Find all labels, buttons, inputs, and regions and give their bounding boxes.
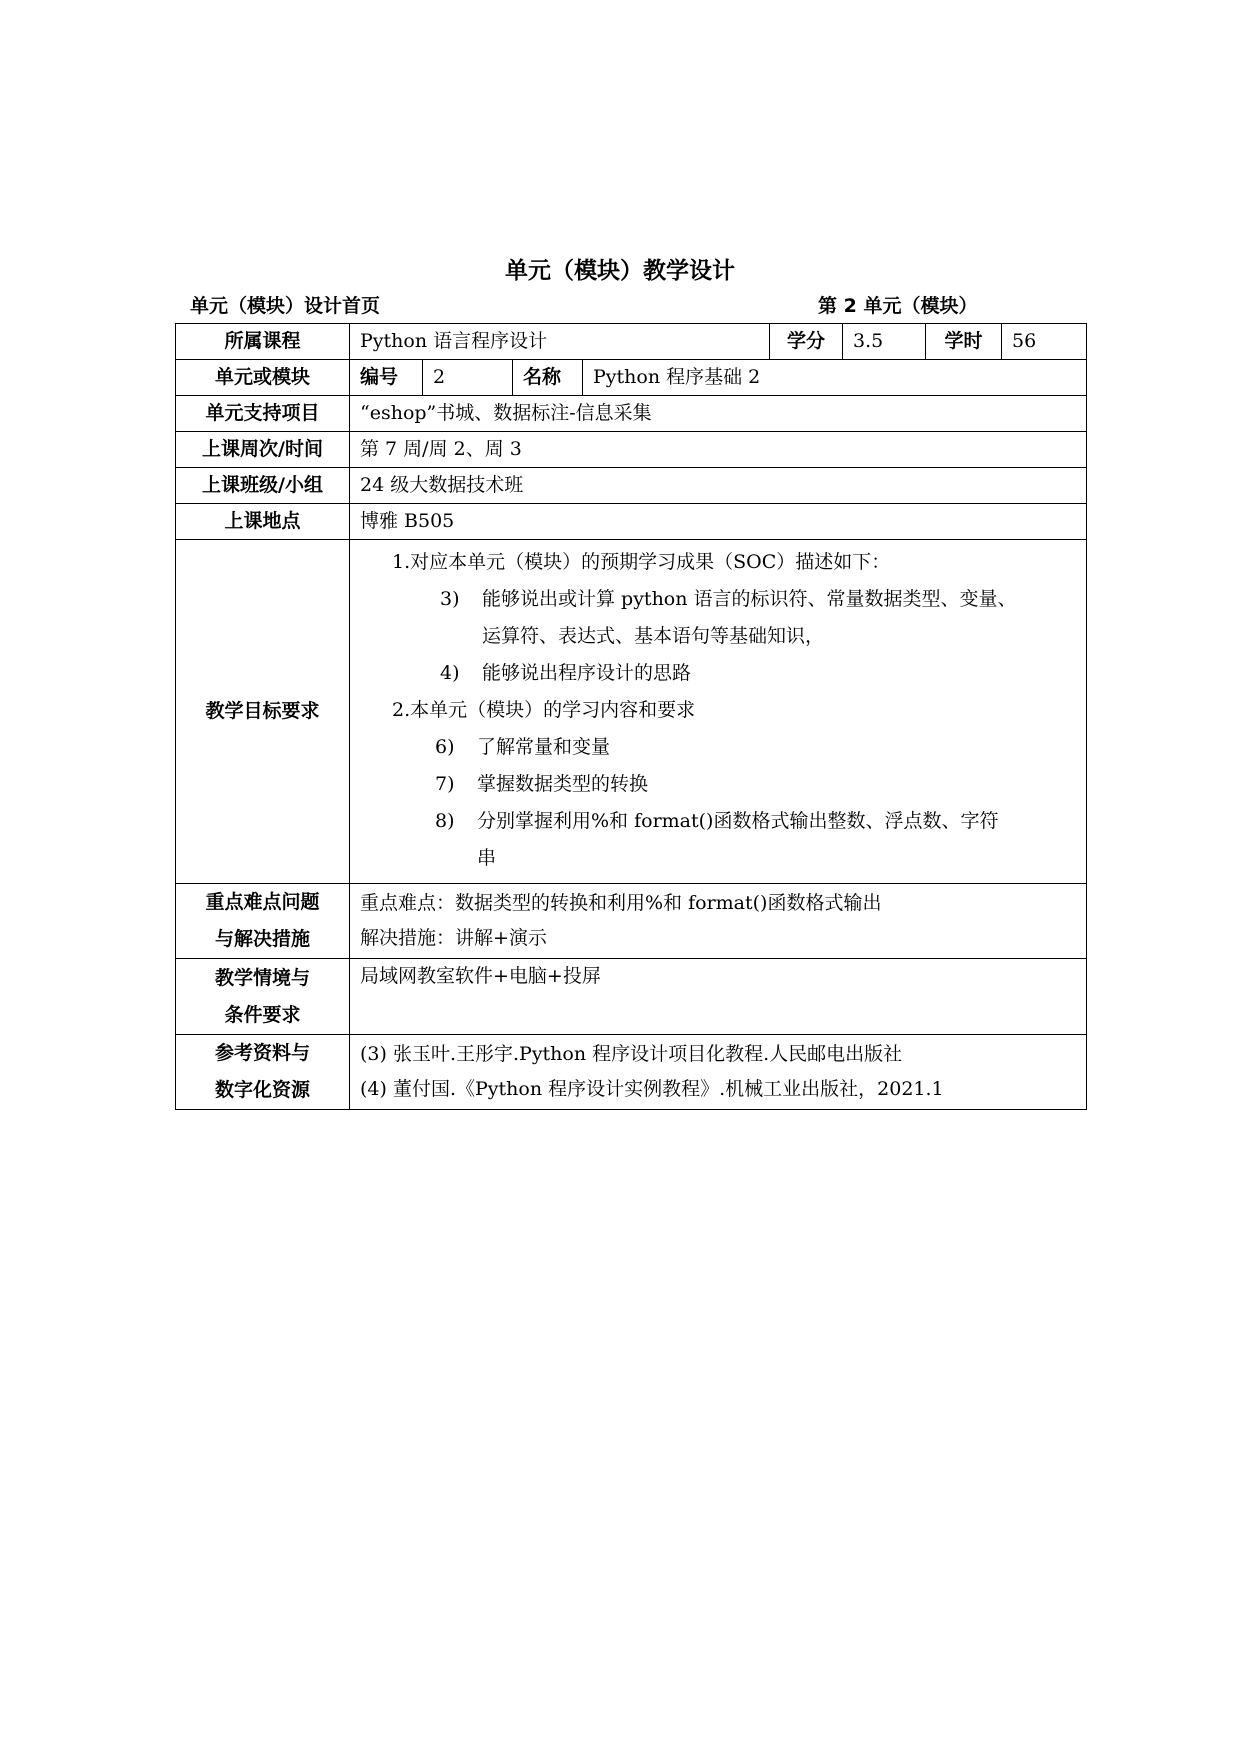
soc-item bbox=[350, 655, 1086, 692]
content-item bbox=[350, 803, 1086, 840]
content-item-number: 8) bbox=[435, 810, 455, 832]
key-points-label bbox=[176, 884, 350, 959]
content-item-continuation: 串 bbox=[477, 847, 497, 869]
reference-item: (4) 董付国.《Python 程序设计实例教程》.机械工业出版社，2021.1 bbox=[360, 1078, 944, 1100]
soc-item-text: 能够说出程序设计的思路 bbox=[482, 662, 692, 684]
unit-name-label: 名称 bbox=[513, 360, 583, 396]
header-right: 第 2 单元（模块） bbox=[818, 295, 978, 317]
credit-label: 学分 bbox=[770, 324, 843, 360]
key-points-label-line-1: 重点难点问题 bbox=[205, 891, 320, 913]
references-label-line-1: 参考资料与 bbox=[214, 1042, 310, 1064]
class-group-label: 上课班级/小组 bbox=[176, 468, 350, 504]
content-item-text: 掌握数据类型的转换 bbox=[477, 773, 649, 795]
unit-name-value: Python 程序基础 2 bbox=[583, 360, 1087, 396]
objectives-cell bbox=[350, 540, 1087, 884]
objectives-label: 教学目标要求 bbox=[176, 540, 350, 884]
key-points-label-line-2: 与解决措施 bbox=[214, 928, 310, 950]
header-left: 单元（模块）设计首页 bbox=[190, 295, 381, 317]
row-objectives bbox=[176, 540, 1087, 884]
location-value: 博雅 B505 bbox=[350, 504, 1087, 540]
soc-item-continuation: 运算符、表达式、基本语句等基础知识， bbox=[482, 625, 825, 647]
row-course bbox=[176, 324, 1087, 360]
document-title: 单元（模块）教学设计 bbox=[505, 258, 735, 284]
environment-value: 局域网教室软件+电脑+投屏 bbox=[350, 959, 1087, 1035]
design-table bbox=[175, 323, 1087, 1110]
row-location bbox=[176, 504, 1087, 540]
course-value: Python 语言程序设计 bbox=[350, 324, 770, 360]
references-label bbox=[176, 1035, 350, 1110]
content-item bbox=[350, 766, 1086, 803]
key-points-line-2: 解决措施：讲解+演示 bbox=[360, 927, 547, 949]
key-points-value bbox=[350, 884, 1087, 959]
hours-value: 56 bbox=[1002, 324, 1087, 360]
content-item-text: 分别掌握利用%和 format()函数格式输出整数、浮点数、字符 bbox=[477, 810, 999, 832]
class-group-value: 24 级大数据技术班 bbox=[350, 468, 1087, 504]
content-item-number: 6) bbox=[435, 736, 455, 758]
soc-item bbox=[350, 581, 1086, 618]
reference-item: (3) 张玉叶.王彤宇.Python 程序设计项目化教程.人民邮电出版社 bbox=[360, 1043, 903, 1065]
references-value bbox=[350, 1035, 1087, 1110]
content-item-number: 7) bbox=[435, 773, 455, 795]
environment-label bbox=[176, 959, 350, 1035]
project-label: 单元支持项目 bbox=[176, 396, 350, 432]
unit-number-label: 编号 bbox=[350, 360, 423, 396]
course-label: 所属课程 bbox=[176, 324, 350, 360]
objectives-heading-2: 2.本单元（模块）的学习内容和要求 bbox=[392, 699, 696, 721]
row-class-group bbox=[176, 468, 1087, 504]
unit-label: 单元或模块 bbox=[176, 360, 350, 396]
project-value: “eshop”书城、数据标注-信息采集 bbox=[350, 396, 1087, 432]
soc-item-text: 能够说出或计算 python 语言的标识符、常量数据类型、变量、 bbox=[482, 588, 1017, 610]
schedule-label: 上课周次/时间 bbox=[176, 432, 350, 468]
credit-value: 3.5 bbox=[843, 324, 926, 360]
row-unit bbox=[176, 360, 1087, 396]
content-item-text: 了解常量和变量 bbox=[477, 736, 611, 758]
environment-label-line-2: 条件要求 bbox=[224, 1003, 301, 1026]
row-environment bbox=[176, 959, 1087, 1035]
objectives-block bbox=[350, 540, 1086, 883]
row-schedule bbox=[176, 432, 1087, 468]
soc-item-number: 4) bbox=[440, 662, 460, 684]
objectives-heading-1: 1.对应本单元（模块）的预期学习成果（SOC）描述如下： bbox=[392, 551, 891, 573]
row-references bbox=[176, 1035, 1087, 1110]
schedule-value: 第 7 周/周 2、周 3 bbox=[350, 432, 1087, 468]
soc-item-number: 3) bbox=[440, 588, 460, 610]
environment-label-line-1: 教学情境与 bbox=[214, 966, 310, 989]
key-points-line-1: 重点难点：数据类型的转换和利用%和 format()函数格式输出 bbox=[360, 892, 882, 914]
references-label-line-2: 数字化资源 bbox=[214, 1079, 310, 1101]
row-key-points bbox=[176, 884, 1087, 959]
content-item bbox=[350, 729, 1086, 766]
row-project bbox=[176, 396, 1087, 432]
unit-number-value: 2 bbox=[423, 360, 513, 396]
location-label: 上课地点 bbox=[176, 504, 350, 540]
hours-label: 学时 bbox=[926, 324, 1002, 360]
